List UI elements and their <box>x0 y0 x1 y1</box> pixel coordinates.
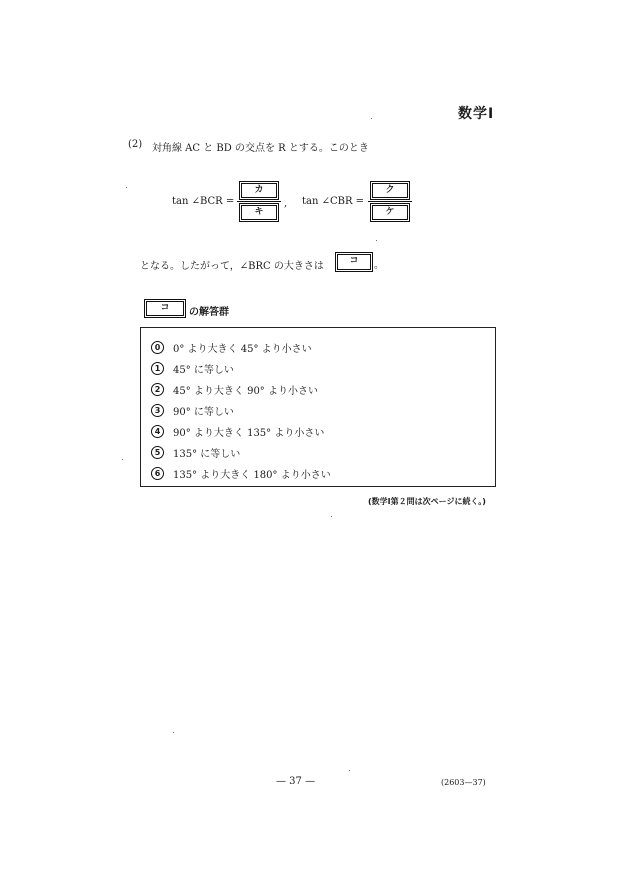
scan-speck <box>173 732 174 733</box>
scan-speck <box>122 459 123 460</box>
fraction-bar <box>368 201 412 202</box>
continue-note: (数学Ⅰ第２問は次ページに続く。) <box>368 497 486 506</box>
answer-box-ke[interactable]: ケ <box>372 205 408 220</box>
subject-header: 数学Ⅰ <box>458 106 495 122</box>
answer-group-title: の解答群 <box>189 307 229 318</box>
choice-0[interactable] <box>151 340 312 355</box>
page-code: (2603—37) <box>441 778 486 787</box>
choice-text: 45° より大きく 90° より小さい <box>173 386 318 397</box>
choices-box <box>140 327 496 487</box>
choice-number-icon: 2 <box>151 383 164 396</box>
choice-3[interactable] <box>151 403 234 418</box>
answer-box-ki[interactable]: キ <box>241 205 277 220</box>
choice-text: 90° に等しい <box>173 407 234 418</box>
choice-2[interactable] <box>151 382 318 397</box>
question-number: (2) <box>128 139 143 150</box>
choice-5[interactable] <box>151 445 240 460</box>
tan-cbr-label: tan ∠CBR = <box>302 196 365 207</box>
choice-number-icon: 5 <box>151 446 164 459</box>
scan-speck <box>349 770 350 771</box>
period: 。 <box>374 260 384 271</box>
answer-box-ko[interactable]: コ <box>337 254 371 270</box>
choice-4[interactable] <box>151 424 324 439</box>
question-text: 対角線 AC と BD の交点を R とする。このとき <box>152 143 369 154</box>
choice-1[interactable] <box>151 361 234 376</box>
answer-box-ka[interactable]: カ <box>241 183 277 198</box>
comma: , <box>284 198 288 209</box>
choice-number-icon: 3 <box>151 404 164 417</box>
choice-text: 135° より大きく 180° より小さい <box>173 470 331 481</box>
choice-text: 135° に等しい <box>173 449 241 460</box>
choice-number-icon: 6 <box>151 467 164 480</box>
fraction-bar <box>237 201 281 202</box>
scan-speck <box>376 240 377 241</box>
choice-text: 0° より大きく 45° より小さい <box>173 344 312 355</box>
scan-speck <box>126 187 127 188</box>
page-number: — 37 — <box>276 776 316 787</box>
choice-number-icon: 1 <box>151 362 164 375</box>
choice-number-icon: 0 <box>151 341 164 354</box>
scan-speck <box>331 516 332 517</box>
tan-bcr-label: tan ∠BCR = <box>172 196 235 207</box>
answer-box-ku[interactable]: ク <box>372 183 408 198</box>
choice-6[interactable] <box>151 466 331 481</box>
conclusion-text: となる。したがって，∠BRC の大きさは <box>140 261 324 272</box>
choice-text: 90° より大きく 135° より小さい <box>173 428 325 439</box>
answer-group-box-ko: コ <box>146 301 184 316</box>
scan-speck <box>371 118 372 119</box>
choice-text: 45° に等しい <box>173 365 234 376</box>
choice-number-icon: 4 <box>151 425 164 438</box>
